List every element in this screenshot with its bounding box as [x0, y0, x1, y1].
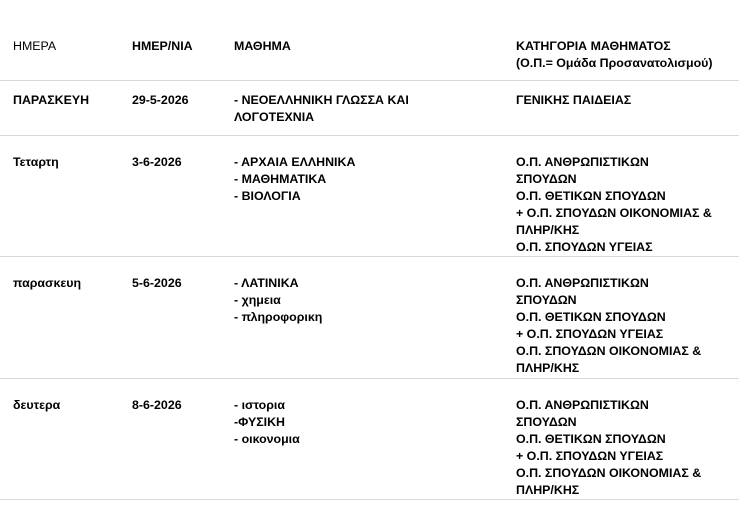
row-day: ΠΑΡΑΣΚΕΥΗ — [13, 93, 90, 107]
category-item: Ο.Π. ΣΠΟΥΔΩΝ ΟΙΚΟΝΟΜΙΑΣ & ΠΛΗΡ/ΚΗΣ — [516, 344, 702, 375]
header-subject: ΜΑΘΗΜΑ — [234, 39, 291, 53]
header-day: ΗΜΕΡΑ — [13, 39, 57, 53]
header-date: ΗΜΕΡ/ΝΙΑ — [132, 39, 193, 53]
subject-item: -ΦΥΣΙΚΗ — [234, 415, 285, 429]
subject-item: - ΒΙΟΛΟΓΙΑ — [234, 189, 301, 203]
table-row — [0, 379, 739, 500]
row-categories — [516, 154, 734, 256]
subject-item: - πληροφορικη — [234, 310, 323, 324]
table-row — [0, 257, 739, 379]
header-category — [516, 38, 734, 72]
subject-item: - ΜΑΘΗΜΑΤΙΚΑ — [234, 172, 327, 186]
category-item: + Ο.Π. ΣΠΟΥΔΩΝ ΥΓΕΙΑΣ — [516, 449, 664, 463]
category-item: Ο.Π. ΘΕΤΙΚΩΝ ΣΠΟΥΔΩΝ — [516, 432, 666, 446]
subject-item: - χημεια — [234, 293, 281, 307]
category-item: Ο.Π. ΘΕΤΙΚΩΝ ΣΠΟΥΔΩΝ — [516, 189, 666, 203]
row-day: δευτερα — [13, 398, 61, 412]
row-subjects — [234, 397, 504, 448]
category-item: Ο.Π. ΣΠΟΥΔΩΝ ΟΙΚΟΝΟΜΙΑΣ & ΠΛΗΡ/ΚΗΣ — [516, 466, 702, 497]
subject-item: - ΑΡΧΑΙΑ ΕΛΛΗΝΙΚΑ — [234, 155, 356, 169]
category-item: Ο.Π. ΑΝΘΡΩΠΙΣΤΙΚΩΝ ΣΠΟΥΔΩΝ — [516, 155, 649, 186]
row-date: 3-6-2026 — [132, 155, 182, 169]
header-category-title: ΚΑΤΗΓΟΡΙΑ ΜΑΘΗΜΑΤΟΣ — [516, 39, 671, 53]
row-subjects — [234, 92, 504, 126]
row-categories — [516, 92, 734, 109]
row-subjects — [234, 154, 504, 205]
subject-item: - ΛΑΤΙΝΙΚΑ — [234, 276, 299, 290]
header-category-note: (Ο.Π.= Ομάδα Προσανατολισμού) — [516, 56, 713, 70]
category-item: Ο.Π. ΑΝΘΡΩΠΙΣΤΙΚΩΝ ΣΠΟΥΔΩΝ — [516, 398, 649, 429]
category-item: Ο.Π. ΘΕΤΙΚΩΝ ΣΠΟΥΔΩΝ — [516, 310, 666, 324]
row-date: 5-6-2026 — [132, 276, 182, 290]
subject-item: - ΝΕΟΕΛΛΗΝΙΚΗ ΓΛΩΣΣΑ ΚΑΙ ΛΟΓΟΤΕΧΝΙΑ — [234, 93, 409, 124]
category-item: + Ο.Π. ΣΠΟΥΔΩΝ ΟΙΚΟΝΟΜΙΑΣ & ΠΛΗΡ/ΚΗΣ — [516, 206, 712, 237]
table-row — [0, 81, 739, 136]
category-item: + Ο.Π. ΣΠΟΥΔΩΝ ΥΓΕΙΑΣ — [516, 327, 664, 341]
row-day: παρασκευη — [13, 276, 82, 290]
category-item: Ο.Π. ΑΝΘΡΩΠΙΣΤΙΚΩΝ ΣΠΟΥΔΩΝ — [516, 276, 649, 307]
row-categories — [516, 275, 734, 377]
row-categories — [516, 397, 734, 499]
row-date: 29-5-2026 — [132, 93, 189, 107]
subject-item: - ιστορια — [234, 398, 285, 412]
row-day: Τεταρτη — [13, 155, 59, 169]
category-item: ΓΕΝΙΚΗΣ ΠΑΙΔΕΙΑΣ — [516, 93, 632, 107]
table-row — [0, 136, 739, 257]
table-header-row — [0, 0, 739, 81]
row-date: 8-6-2026 — [132, 398, 182, 412]
row-subjects — [234, 275, 504, 326]
category-item: Ο.Π. ΣΠΟΥΔΩΝ ΥΓΕΙΑΣ — [516, 240, 653, 254]
subject-item: - οικονομια — [234, 432, 300, 446]
